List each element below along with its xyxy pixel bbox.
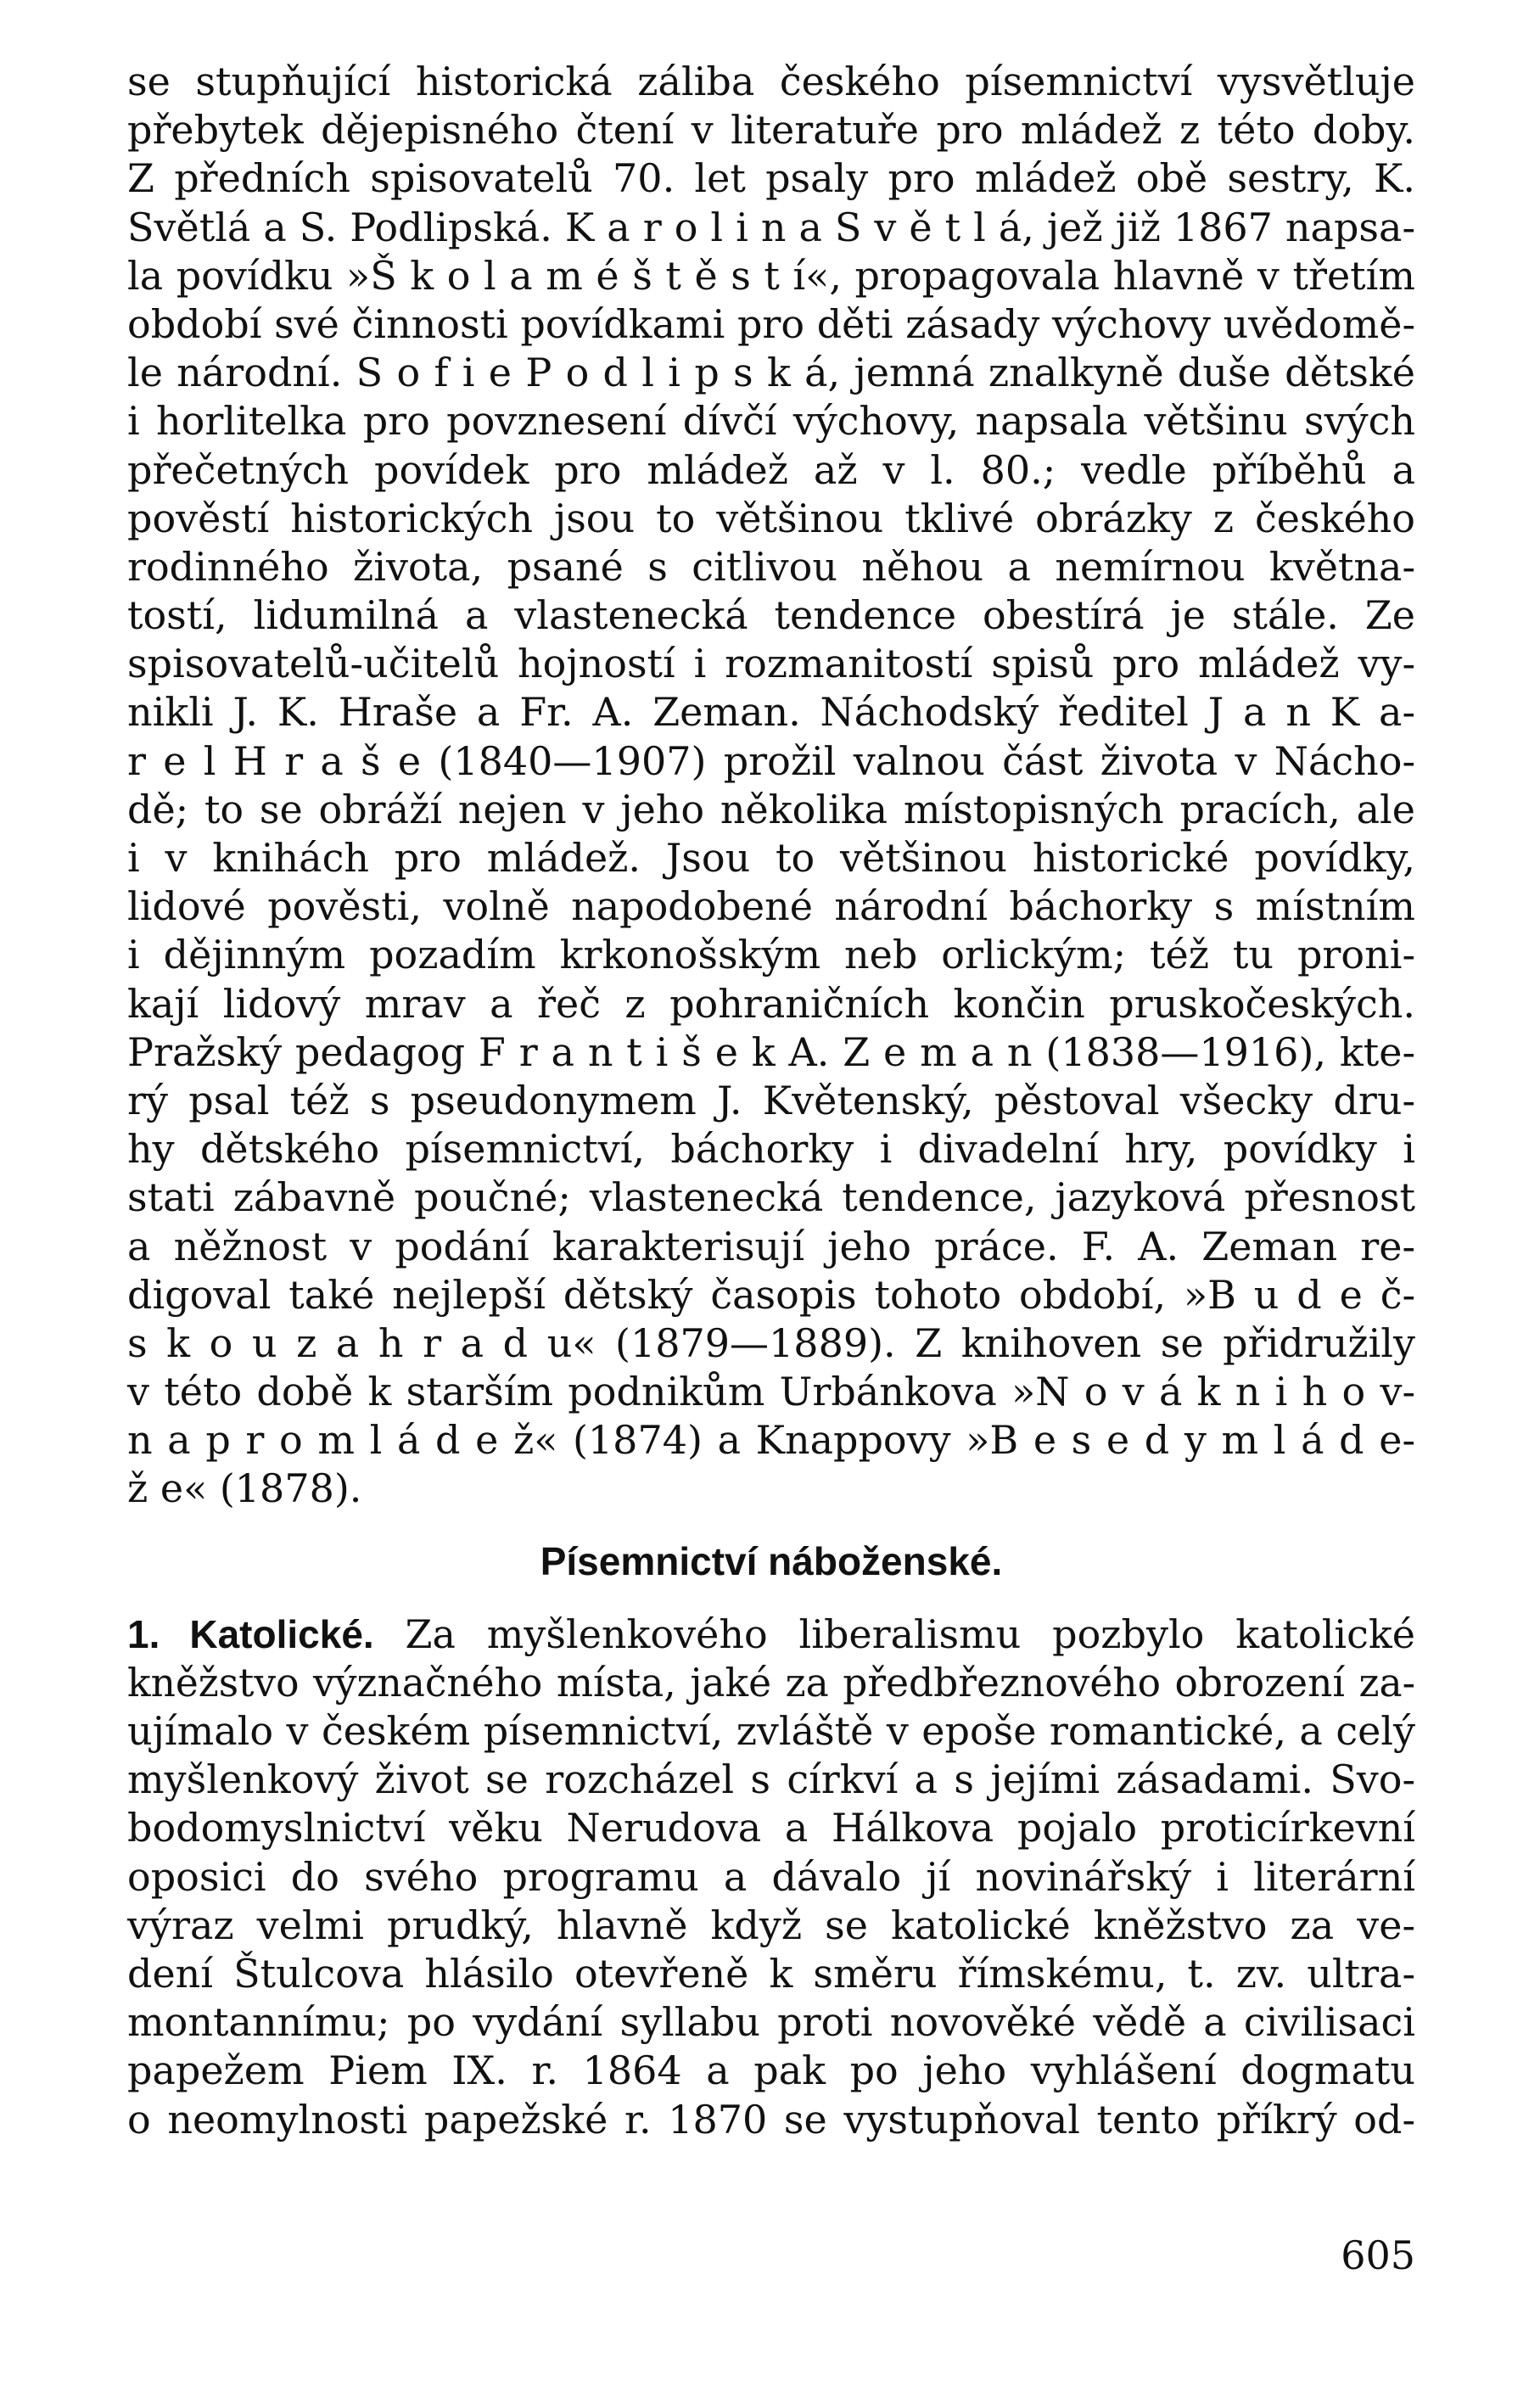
text-line: Z předních spisovatelů 70. let psaly pro mládež obě sestry, K. (127, 155, 1415, 202)
text-line: přebytek dějepisného čtení v literatuře pro mládež z této doby. (127, 107, 1415, 154)
text-line: papežem Piem IX. r. 1864 a pak po jeho vyhlášení dogmatu (127, 2047, 1415, 2094)
text-line: myšlenkový život se rozcházel s církví a s jejími zásadami. Svo- (127, 1756, 1415, 1803)
text-line: montannímu; po vydání syllabu proti novověké vědě a civilisaci (127, 1999, 1415, 2046)
text-line: 1. Katolické. Za myšlenkového liberalismu pozbylo katolické (127, 1610, 1415, 1657)
text-line: dě; to se obráží nejen v jeho několika místopisných pracích, ale (127, 786, 1415, 832)
text-line: ž e« (1878). (127, 1465, 362, 1512)
text-line: s k o u z a h r a d u« (1879—1889). Z knihoven se přidružily (127, 1319, 1415, 1366)
text-line: i horlitelka pro povznesení dívčí výchovy, napsala většinu svých (127, 398, 1415, 445)
text-line: se stupňující historická záliba českého písemnictví vysvětluje (127, 59, 1415, 104)
text-line: la povídku »Š k o l a m é š t ě s t í«, propagovala hlavně v třetím (127, 252, 1415, 299)
text-line: Světlá a S. Podlipská. K a r o l i n a S v ě t l á, jež již 1867 napsa- (127, 204, 1415, 250)
page-number: 605 (1341, 2232, 1415, 2278)
text-line: tostí, lidumilná a vlastenecká tendence obestírá je stále. Ze (127, 592, 1415, 639)
text-line: i v knihách pro mládež. Jsou to většinou historické povídky, (127, 835, 1415, 881)
text-line: spisovatelů-učitelů hojností i rozmanitostí spisů pro mládež vy- (127, 641, 1415, 687)
text-line: přečetných povídek pro mládež až v l. 80.; vedle příběhů a (127, 446, 1415, 493)
text-line: rý psal též s pseudonymem J. Květenský, pěstoval všecky dru- (127, 1077, 1415, 1123)
section-heading: Písemnictví náboženské. (540, 1539, 1003, 1584)
section-lead-in: 1. Katolické. (127, 1611, 374, 1656)
text-line: i dějinným pozadím krkonošským neb orlickým; též tu proni- (127, 932, 1415, 978)
text-line: kají lidový mrav a řeč z pohraničních končin pruskočeských. (127, 980, 1415, 1027)
text-line: dení Štulcova hlásilo otevřeně k směru římskému, t. zv. ultra- (127, 1950, 1415, 1997)
text-line: n a p r o m l á d e ž« (1874) a Knappovy »B e s e d y m l á d e- (127, 1417, 1415, 1464)
text-line: nikli J. K. Hraše a Fr. A. Zeman. Náchodský ředitel J a n K a- (127, 689, 1415, 736)
text-line: pověstí historických jsou to většinou tklivé obrázky z českého (127, 495, 1415, 541)
text-line: rodinného života, psané s citlivou něhou a nemírnou května- (127, 543, 1415, 590)
text-line: ujímalo v českém písemnictví, zvláště v epoše romantické, a celý (127, 1708, 1415, 1754)
page-text (127, 58, 1415, 2144)
paragraph-catholic (127, 1610, 1415, 2144)
text-line: období své činnosti povídkami pro děti zásady výchovy uvědomě- (127, 300, 1415, 347)
text-line: r e l H r a š e (1840—1907) prožil valnou část života v Nácho- (127, 737, 1415, 784)
text-line: o neomylnosti papežské r. 1870 se vystupňoval tento příkrý od- (127, 2096, 1415, 2143)
text-line: bodomyslnictví věku Nerudova a Hálkova pojalo proticírkevní (127, 1805, 1415, 1851)
text-line: oposici do svého programu a dávalo jí novinářský i literární (127, 1853, 1415, 1900)
text-line: stati zábavně poučné; vlastenecká tendence, jazyková přesnost (127, 1174, 1415, 1221)
section-heading-wrap (127, 1514, 1415, 1610)
text-line: a něžnost v podání karakterisují jeho práce. F. A. Zeman re- (127, 1223, 1415, 1269)
paragraph-youth-literature (127, 58, 1415, 1514)
text-line: digoval také nejlepší dětský časopis tohoto období, »B u d e č- (127, 1271, 1415, 1318)
text-line: v této době k starším podnikům Urbánkova »N o v á k n i h o v- (127, 1369, 1415, 1415)
text-line: le národní. S o f i e P o d l i p s k á, jemná znalkyně duše dětské (127, 350, 1415, 396)
text-line: kněžstvo význačného místa, jaké za předbřeznového obrození za- (127, 1660, 1415, 1706)
text-line: výraz velmi prudký, hlavně když se katolické kněžstvo za ve- (127, 1902, 1415, 1948)
text-line: Pražský pedagog F r a n t i š e k A. Z e m a n (1838—1916), kte- (127, 1028, 1415, 1075)
text-line: lidové pověsti, volně napodobené národní báchorky s místním (127, 883, 1415, 930)
text-line: hy dětského písemnictví, báchorky i divadelní hry, povídky i (127, 1126, 1415, 1173)
